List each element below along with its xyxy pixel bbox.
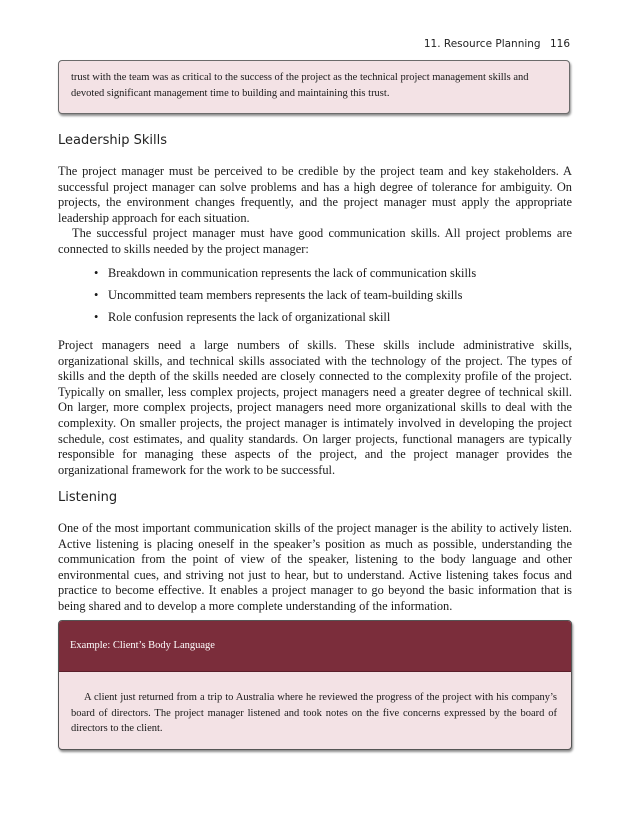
list-item: • Uncommitted team members represents the lack of team-building skills	[94, 288, 463, 302]
example-box	[58, 620, 572, 750]
list-item: • Breakdown in communication represents the lack of communication skills	[94, 266, 477, 280]
leadership-intro	[58, 164, 572, 258]
bullet-icon: •	[94, 266, 99, 280]
running-header	[424, 38, 570, 50]
leadership-para-2: The successful project manager must have good communication skills. All project problems are connected to skills needed by the project manager:	[58, 226, 572, 256]
leadership-para-1: The project manager must be perceived to be credible by the project team and key stakeholders. A successful project manager can solve problems and has a high degree of tolerance for ambiguity. On projects, the environment changes frequently, and the project manager must apply the appropriate leadership approach for each situation.	[58, 164, 572, 225]
bullet-icon: •	[94, 310, 99, 324]
callout-text: trust with the team was as critical to the success of the project as the technical project management skills and devoted significant management time to building and maintaining this trust.	[71, 72, 529, 99]
page-number: 116	[549, 38, 570, 50]
listening-para-1: One of the most important communication skills of the project manager is the ability to actively listen. Active listening is placing oneself in the speaker’s position as much as possible, understanding the communication from the point of view of the speaker, listening to the body language and other environmental cues, and striving not just to hear, but to understand. Active listening takes focus and practice to become effective. It enables a project manager to go beyond the basic information that is being shared and to develop a more complete understanding of the information.	[58, 521, 572, 613]
chapter-title: 11. Resource Planning	[423, 38, 541, 50]
list-item: • Role confusion represents the lack of organizational skill	[94, 310, 391, 324]
bullet-icon: •	[94, 288, 99, 302]
leadership-para-3: Project managers need a large numbers of skills. These skills include administrative skills, organizational skills, and technical skills associated with the technology of the project. The types of skills and the depth of the skills needed are closely connected to the complexity profile of the project. Typically on smaller, less complex projects, project managers need a greater degree of technical skill. On larger, more complex projects, project managers need more organizational skills to deal with the complexity. On smaller projects, the project manager is intimately involved in developing the project schedule, cost estimates, and quality standards. On larger projects, functional managers are typically responsible for managing these aspects of the project, and the project manager provides the organizational framework for the work to be successful.	[58, 338, 572, 477]
example-body	[59, 672, 571, 737]
leadership-heading: Leadership Skills	[58, 133, 167, 148]
example-text: A client just returned from a trip to Australia where he reviewed the progress of the project with his company’s board of directors. The project manager listened and took notes on the five concerns expressed by the board of directors to the client.	[71, 692, 557, 734]
continued-callout-box	[58, 60, 570, 114]
problem-skill-list	[58, 266, 572, 332]
listening-paragraph	[58, 521, 572, 615]
skills-paragraph	[58, 338, 572, 478]
example-title: Example: Client’s Body Language	[59, 621, 571, 672]
listening-heading: Listening	[58, 490, 118, 505]
